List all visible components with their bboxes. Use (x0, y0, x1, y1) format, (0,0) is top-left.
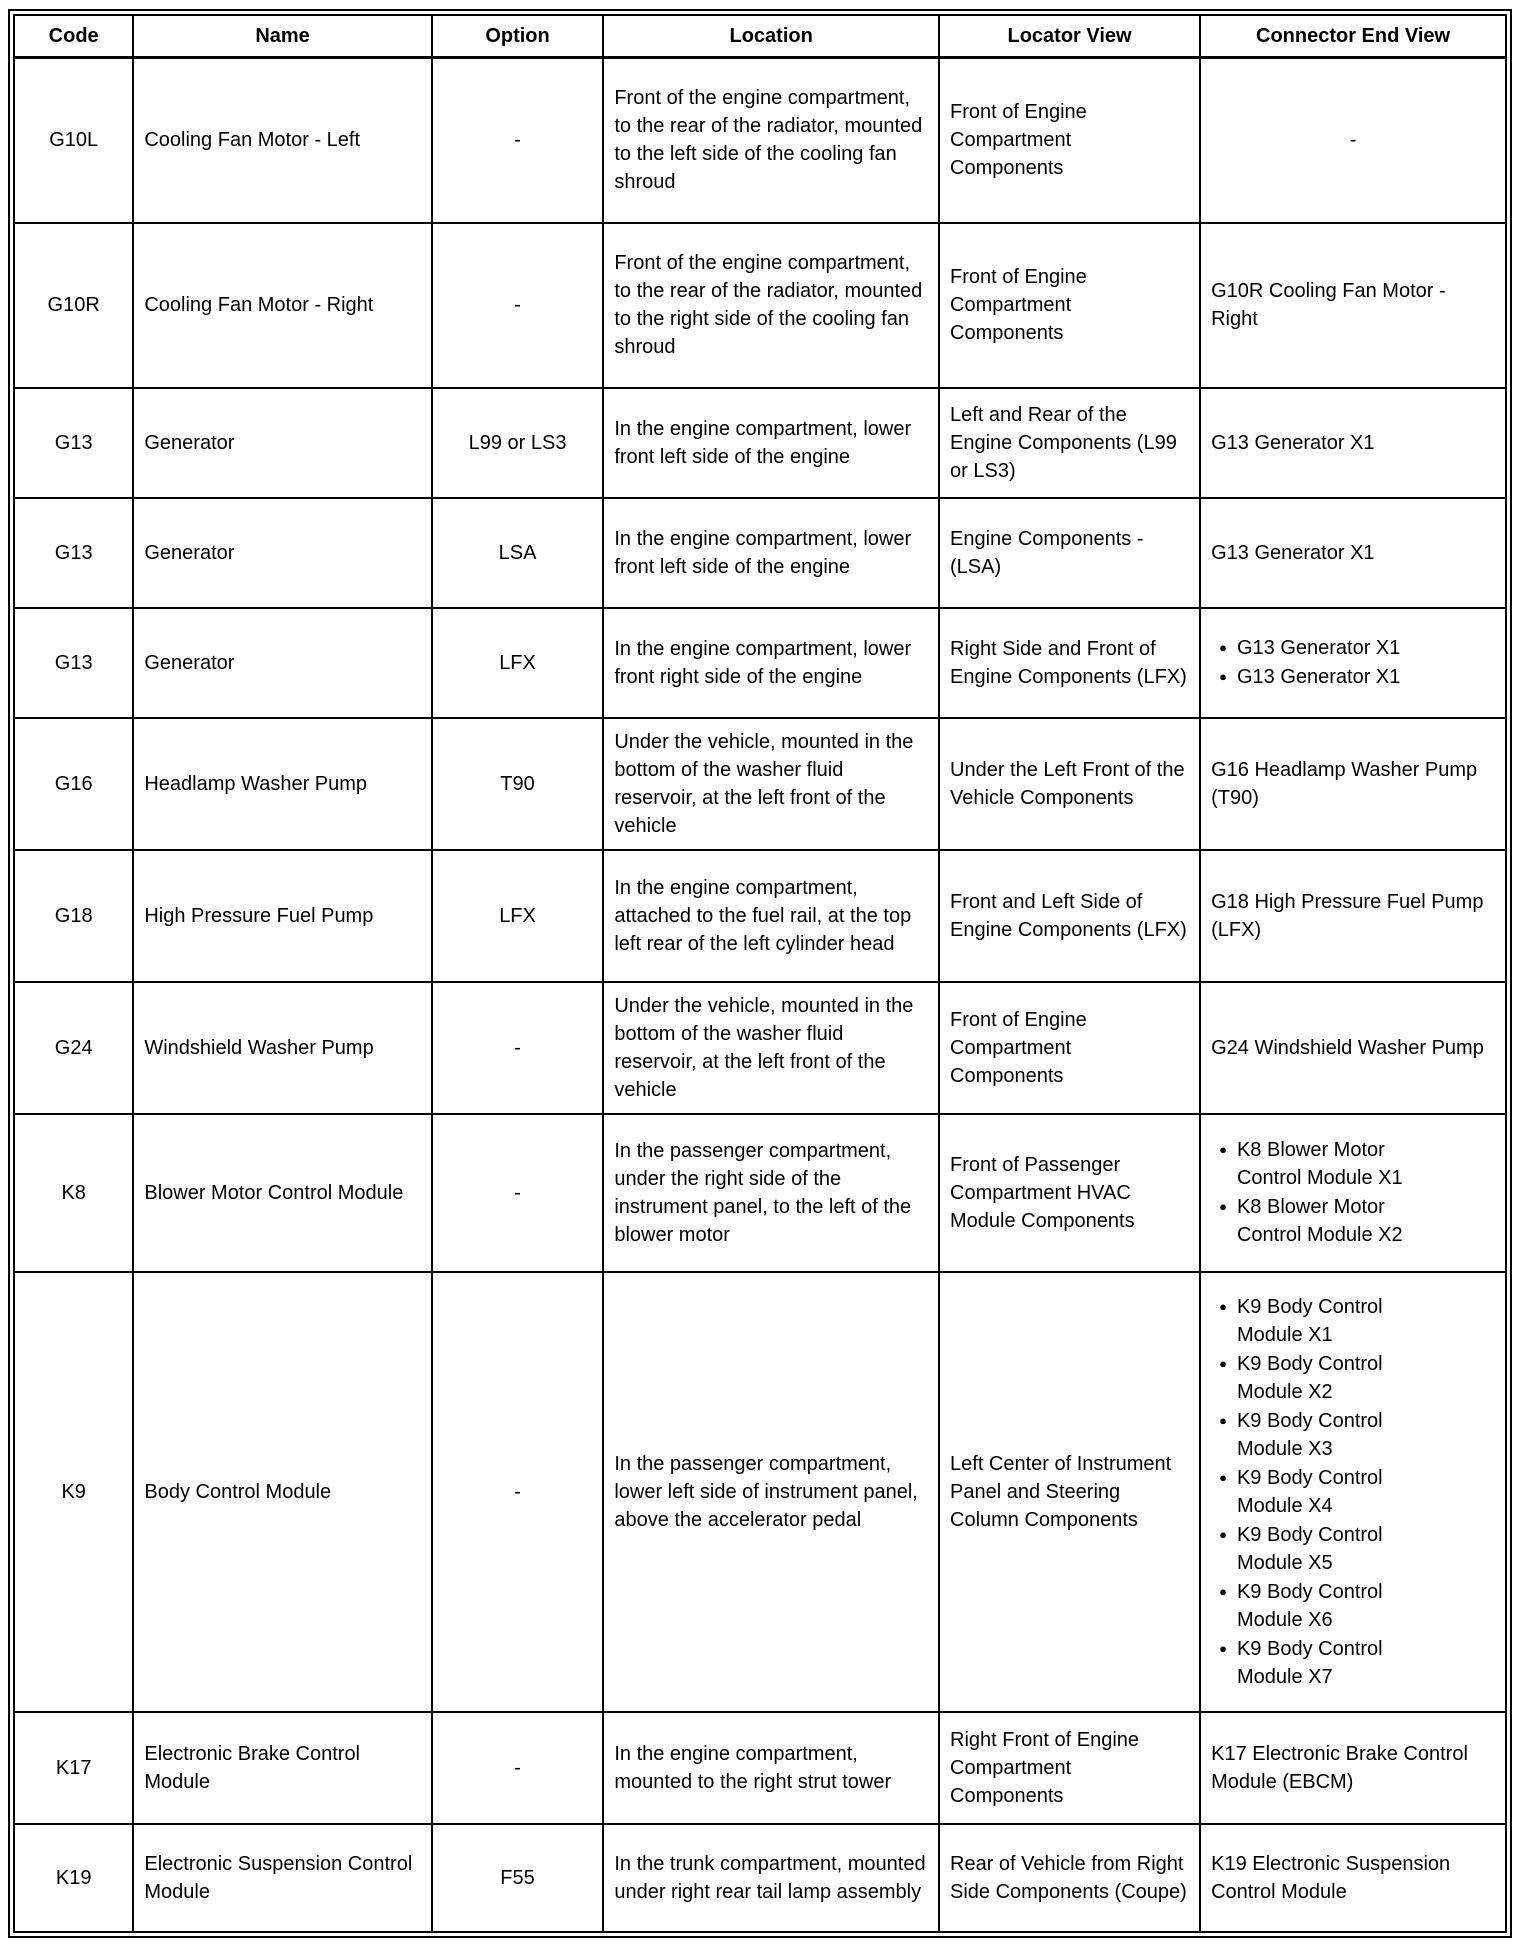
cell-location: In the engine compartment, mounted to the right strut tower (603, 1712, 939, 1824)
cell-connector-end-view: - (1200, 58, 1506, 223)
connector-list-item (1219, 634, 1495, 662)
table-row (14, 498, 1506, 608)
bullet-icon: ● (1219, 1469, 1227, 1485)
cell-code: G13 (14, 388, 133, 498)
bullet-icon: ● (1219, 1142, 1227, 1157)
column-header-location: Location (603, 15, 939, 58)
connector-label: K9 Body Control Module X3 (1236, 1409, 1383, 1460)
connector-list-item (1219, 1407, 1495, 1463)
connector-list (1211, 1136, 1495, 1249)
cell-connector-end-view: G10R Cooling Fan Motor - Right (1200, 223, 1506, 388)
table-row (14, 850, 1506, 982)
connector-list-item (1219, 1136, 1495, 1192)
table-row (14, 1114, 1506, 1272)
cell-connector-end-view (1200, 608, 1506, 718)
connector-list-item (1219, 1635, 1495, 1691)
connector-label: K9 Body Control Module X6 (1236, 1580, 1383, 1631)
cell-location: Front of the engine compartment, to the rear of the radiator, mounted to the left side of the cooling fan shroud (603, 58, 939, 223)
cell-location: Under the vehicle, mounted in the bottom of the washer fluid reservoir, at the left front of the vehicle (603, 718, 939, 850)
cell-locator-view: Right Side and Front of Engine Components (LFX) (939, 608, 1200, 718)
cell-option: - (432, 1712, 604, 1824)
cell-location: Under the vehicle, mounted in the bottom of the washer fluid reservoir, at the left front of the vehicle (603, 982, 939, 1114)
bullet-icon: ● (1219, 1355, 1227, 1371)
connector-label: G13 Generator X1 (1236, 637, 1401, 659)
cell-code: G16 (14, 718, 133, 850)
cell-code: K19 (14, 1824, 133, 1932)
connector-label: G13 Generator X1 (1236, 666, 1401, 688)
table-row (14, 1712, 1506, 1824)
cell-name: Blower Motor Control Module (133, 1114, 431, 1272)
connector-label: K9 Body Control Module X5 (1236, 1523, 1383, 1574)
cell-option: - (432, 982, 604, 1114)
cell-locator-view: Front of Engine Compartment Components (939, 58, 1200, 223)
cell-name: Windshield Washer Pump (133, 982, 431, 1114)
table-row (14, 982, 1506, 1114)
cell-location: In the passenger compartment, lower left side of instrument panel, above the accelerator pedal (603, 1272, 939, 1712)
connector-list-item (1219, 1521, 1495, 1577)
cell-connector-end-view: G24 Windshield Washer Pump (1200, 982, 1506, 1114)
cell-connector-end-view: G16 Headlamp Washer Pump (T90) (1200, 718, 1506, 850)
column-header-code: Code (14, 15, 133, 58)
table-row (14, 388, 1506, 498)
cell-locator-view: Left and Rear of the Engine Components (L99 or LS3) (939, 388, 1200, 498)
bullet-icon: ● (1219, 1526, 1227, 1542)
cell-option: - (432, 1114, 604, 1272)
cell-connector-end-view (1200, 1272, 1506, 1712)
cell-name: Generator (133, 498, 431, 608)
table-row (14, 1824, 1506, 1932)
bullet-icon: ● (1219, 1583, 1227, 1599)
cell-code: G24 (14, 982, 133, 1114)
cell-connector-end-view: K19 Electronic Suspension Control Module (1200, 1824, 1506, 1932)
cell-option: LFX (432, 850, 604, 982)
cell-connector-end-view: K17 Electronic Brake Control Module (EBCM) (1200, 1712, 1506, 1824)
cell-name: Body Control Module (133, 1272, 431, 1712)
connector-list (1211, 634, 1495, 691)
connector-label: K9 Body Control Module X1 (1236, 1295, 1383, 1346)
cell-locator-view: Front of Engine Compartment Components (939, 982, 1200, 1114)
cell-connector-end-view (1200, 1114, 1506, 1272)
bullet-icon: ● (1219, 669, 1227, 684)
cell-locator-view: Right Front of Engine Compartment Components (939, 1712, 1200, 1824)
connector-label: K8 Blower Motor Control Module X1 (1236, 1139, 1403, 1189)
cell-name: Cooling Fan Motor - Left (133, 58, 431, 223)
cell-locator-view: Left Center of Instrument Panel and Steering Column Components (939, 1272, 1200, 1712)
table-row (14, 1272, 1506, 1712)
table-row (14, 223, 1506, 388)
cell-location: In the engine compartment, lower front left side of the engine (603, 388, 939, 498)
cell-code: K9 (14, 1272, 133, 1712)
connector-label: K9 Body Control Module X4 (1236, 1466, 1383, 1517)
cell-name: Cooling Fan Motor - Right (133, 223, 431, 388)
table-row (14, 58, 1506, 223)
cell-code: G13 (14, 498, 133, 608)
column-header-connector-end-view: Connector End View (1200, 15, 1506, 58)
connector-list-item (1219, 1464, 1495, 1520)
bullet-icon: ● (1219, 1640, 1227, 1656)
bullet-icon: ● (1219, 1199, 1227, 1214)
cell-locator-view: Front of Passenger Compartment HVAC Module Components (939, 1114, 1200, 1272)
cell-code: G10L (14, 58, 133, 223)
cell-location: In the engine compartment, attached to the fuel rail, at the top left rear of the left cylinder head (603, 850, 939, 982)
cell-locator-view: Front of Engine Compartment Components (939, 223, 1200, 388)
cell-option: LFX (432, 608, 604, 718)
cell-location: In the engine compartment, lower front left side of the engine (603, 498, 939, 608)
cell-option: - (432, 58, 604, 223)
cell-locator-view: Under the Left Front of the Vehicle Components (939, 718, 1200, 850)
cell-option: T90 (432, 718, 604, 850)
table-row (14, 608, 1506, 718)
connector-label: K9 Body Control Module X2 (1236, 1352, 1383, 1403)
cell-name: High Pressure Fuel Pump (133, 850, 431, 982)
bullet-icon: ● (1219, 640, 1227, 655)
cell-code: G10R (14, 223, 133, 388)
header-row (14, 15, 1506, 58)
cell-code: K17 (14, 1712, 133, 1824)
connector-label: K8 Blower Motor Control Module X2 (1236, 1196, 1403, 1246)
connector-list-item (1219, 1293, 1495, 1349)
cell-location: In the trunk compartment, mounted under right rear tail lamp assembly (603, 1824, 939, 1932)
cell-code: G18 (14, 850, 133, 982)
cell-option: - (432, 1272, 604, 1712)
cell-locator-view: Front and Left Side of Engine Components (LFX) (939, 850, 1200, 982)
cell-location: Front of the engine compartment, to the rear of the radiator, mounted to the right side of the cooling fan shroud (603, 223, 939, 388)
table-outer-border (8, 9, 1512, 1938)
cell-code: K8 (14, 1114, 133, 1272)
connector-list-item (1219, 1350, 1495, 1406)
cell-name: Generator (133, 608, 431, 718)
connector-list (1211, 1293, 1495, 1691)
cell-name: Electronic Brake Control Module (133, 1712, 431, 1824)
connector-list-item (1219, 1578, 1495, 1634)
connector-list-item (1219, 1193, 1495, 1249)
bullet-icon: ● (1219, 1298, 1227, 1314)
cell-option: LSA (432, 498, 604, 608)
cell-option: - (432, 223, 604, 388)
cell-connector-end-view: G13 Generator X1 (1200, 388, 1506, 498)
electrical-component-table (13, 14, 1507, 1933)
cell-location: In the engine compartment, lower front right side of the engine (603, 608, 939, 718)
cell-connector-end-view: G13 Generator X1 (1200, 498, 1506, 608)
cell-location: In the passenger compartment, under the right side of the instrument panel, to the left of the blower motor (603, 1114, 939, 1272)
cell-name: Headlamp Washer Pump (133, 718, 431, 850)
cell-locator-view: Rear of Vehicle from Right Side Components (Coupe) (939, 1824, 1200, 1932)
connector-label: K9 Body Control Module X7 (1236, 1637, 1383, 1688)
column-header-locator-view: Locator View (939, 15, 1200, 58)
bullet-icon: ● (1219, 1412, 1227, 1428)
cell-option: L99 or LS3 (432, 388, 604, 498)
cell-option: F55 (432, 1824, 604, 1932)
column-header-option: Option (432, 15, 604, 58)
table-row (14, 718, 1506, 850)
column-header-name: Name (133, 15, 431, 58)
connector-list-item (1219, 663, 1495, 691)
cell-name: Generator (133, 388, 431, 498)
cell-name: Electronic Suspension Control Module (133, 1824, 431, 1932)
cell-locator-view: Engine Components - (LSA) (939, 498, 1200, 608)
cell-code: G13 (14, 608, 133, 718)
cell-connector-end-view: G18 High Pressure Fuel Pump (LFX) (1200, 850, 1506, 982)
